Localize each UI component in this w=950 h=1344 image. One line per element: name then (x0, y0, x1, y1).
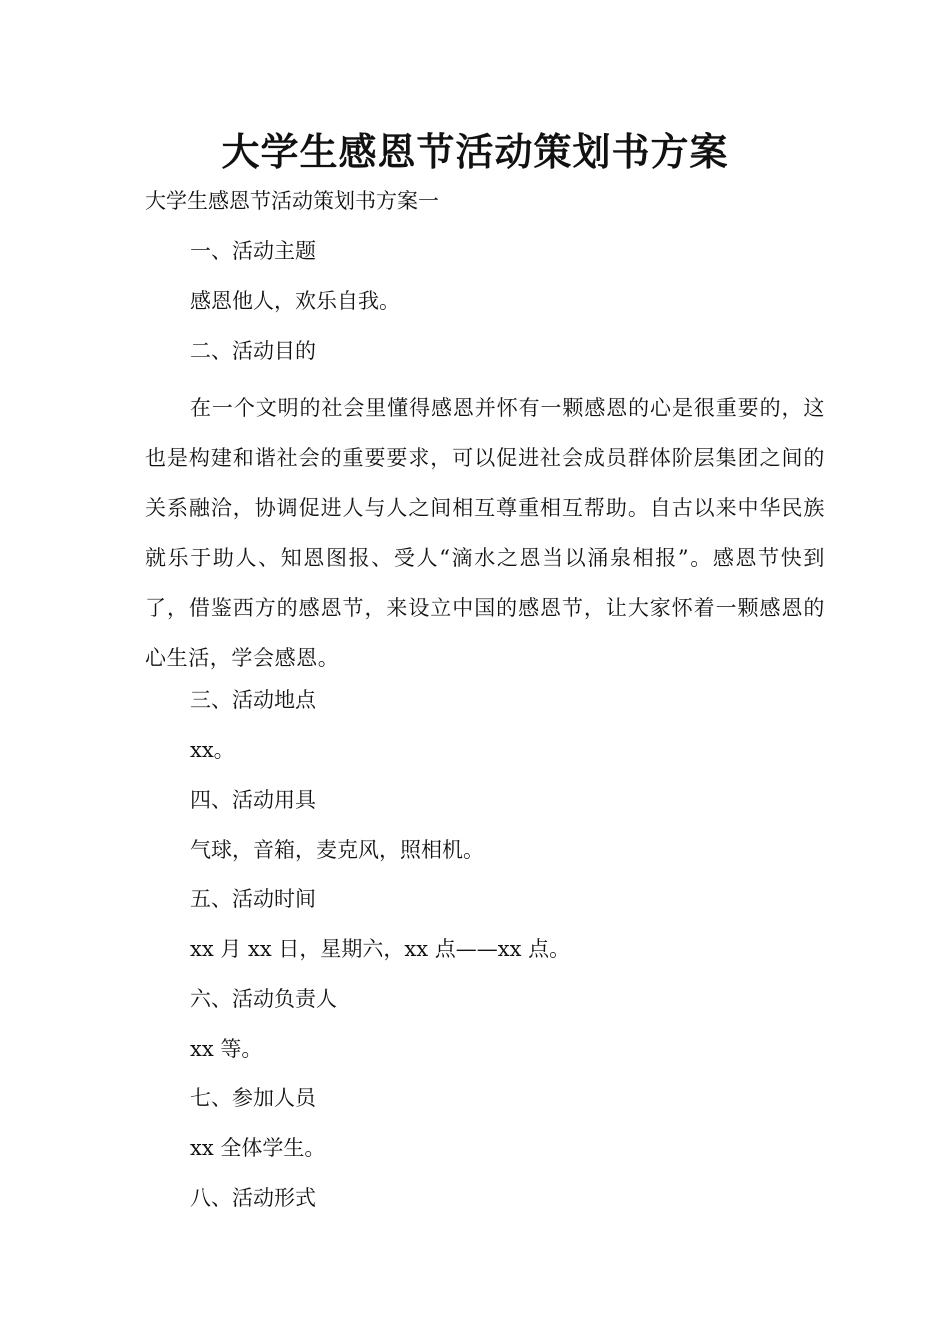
section-heading-equipment: 四、活动用具 (190, 788, 316, 812)
section-body-theme: 感恩他人，欢乐自我。 (190, 289, 400, 313)
section-body-equipment: 气球，音箱，麦克风，照相机。 (190, 838, 484, 862)
section-body-location: xx。 (190, 738, 235, 762)
section-heading-participants: 七、参加人员 (190, 1086, 316, 1110)
section-heading-format: 八、活动形式 (190, 1186, 316, 1210)
section-heading-theme: 一、活动主题 (190, 239, 316, 263)
section-heading-time: 五、活动时间 (190, 887, 316, 911)
section-heading-purpose: 二、活动目的 (190, 339, 316, 363)
section-heading-location: 三、活动地点 (190, 688, 316, 712)
section-heading-owner: 六、活动负责人 (190, 987, 337, 1011)
section-body-time: xx 月 xx 日，星期六，xx 点——xx 点。 (190, 937, 571, 961)
document-subtitle: 大学生感恩节活动策划书方案一 (145, 189, 439, 213)
section-body-purpose: 在一个文明的社会里懂得感恩并怀有一颗感恩的心是很重要的，这也是构建和谐社会的重要要求，可以促进社会成员群体阶层集团之间的关系融洽，协调促进人与人之间相互尊重相互帮助。自古以来中华民族就乐于助人、知恩图报、受人“滴水之恩当以涌泉相报”。感恩节快到了，借鉴西方的感恩节，来设立中国的感恩节，让大家怀着一颗感恩的心生活，学会感恩。 (145, 396, 825, 670)
section-body-owner: xx 等。 (190, 1037, 263, 1061)
section-body-participants: xx 全体学生。 (190, 1136, 326, 1160)
document-title: 大学生感恩节活动策划书方案 (221, 130, 729, 174)
